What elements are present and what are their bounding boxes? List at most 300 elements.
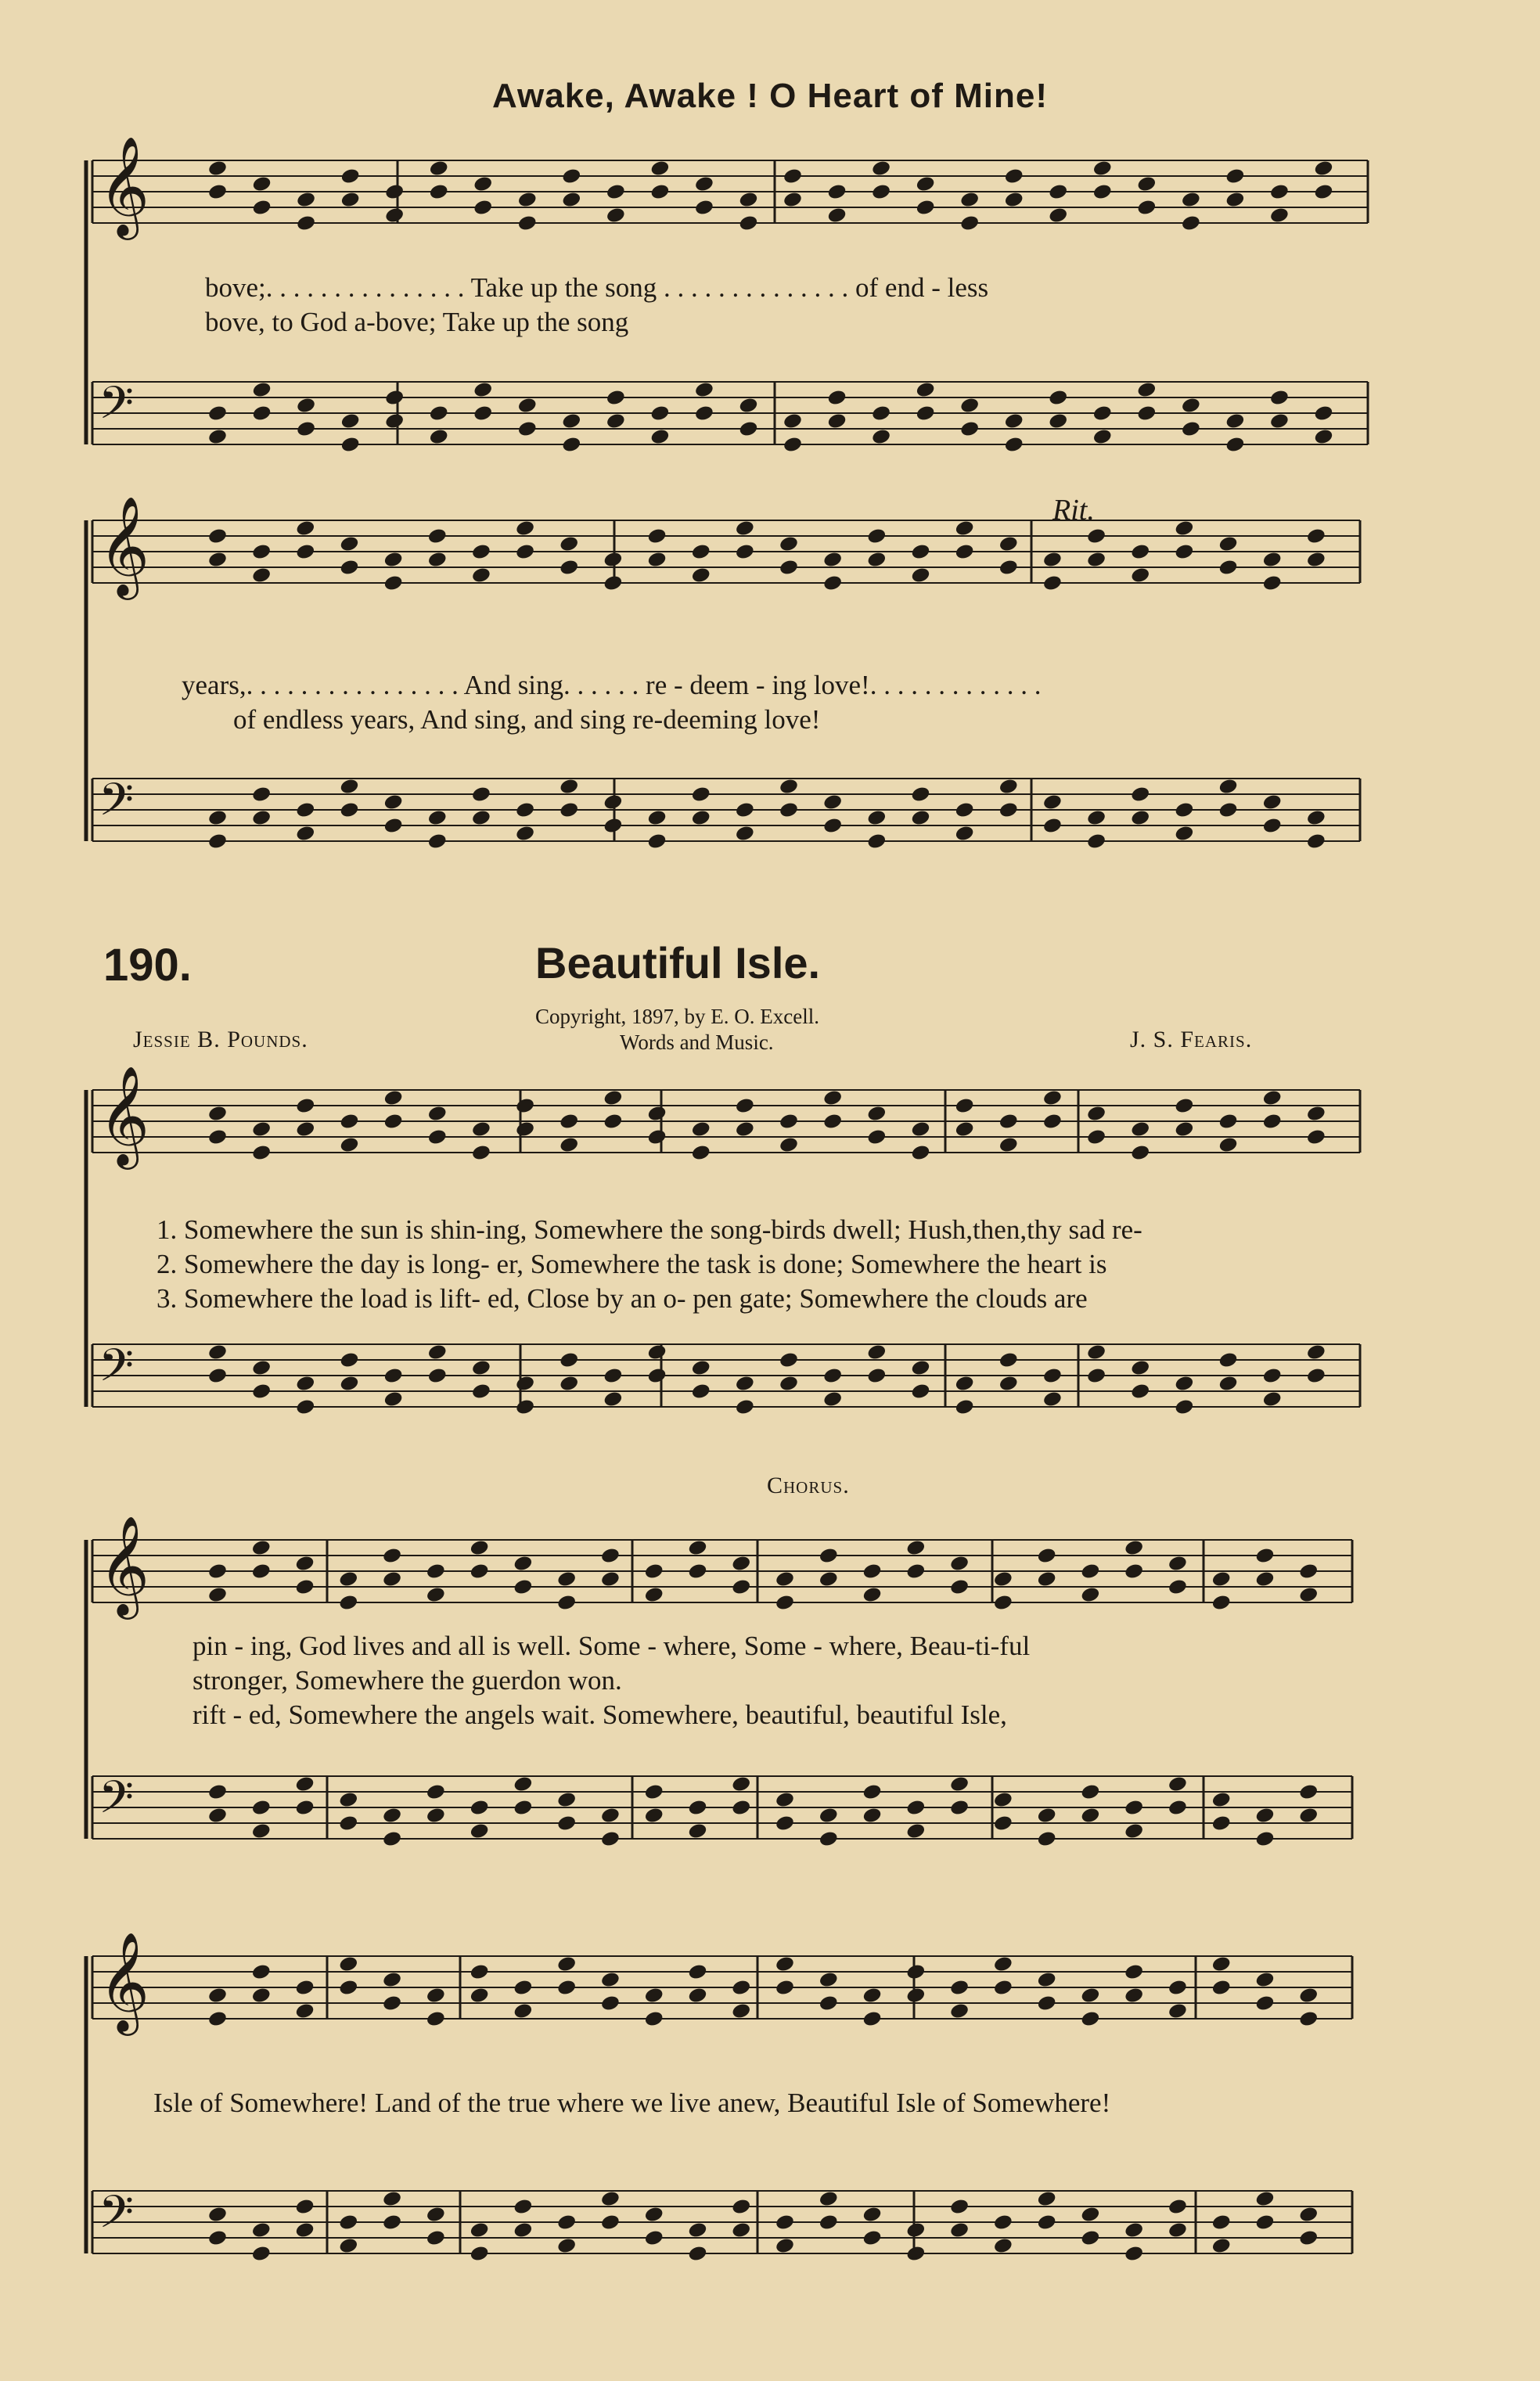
notehead (470, 2221, 490, 2239)
notehead (998, 778, 1019, 796)
hymn-number: 190. (103, 940, 192, 991)
notehead (819, 2190, 839, 2208)
notehead (866, 833, 887, 851)
notehead (783, 167, 803, 185)
notehead (866, 527, 887, 545)
notehead (1080, 2229, 1100, 2247)
notehead (600, 1830, 621, 1848)
notehead (738, 191, 758, 209)
notehead (384, 412, 405, 430)
notehead (862, 1783, 882, 1801)
notehead (955, 1097, 975, 1115)
notehead (1092, 183, 1113, 201)
notehead (910, 1120, 930, 1138)
notehead (955, 801, 975, 819)
notehead (1174, 543, 1194, 561)
notehead (1168, 2198, 1188, 2216)
notehead (775, 1979, 795, 1997)
notehead (427, 1343, 448, 1361)
notehead (384, 207, 405, 225)
notehead (295, 1398, 315, 1416)
notehead (207, 428, 228, 446)
notehead (1042, 1390, 1063, 1408)
notehead (339, 535, 359, 553)
notehead (735, 1120, 755, 1138)
notehead (251, 1359, 272, 1377)
notehead (959, 214, 980, 232)
notehead (339, 1136, 359, 1154)
notehead (775, 1955, 795, 1973)
notehead (251, 405, 272, 423)
treble-clef-icon: 𝄞 (99, 1515, 150, 1615)
notehead (559, 778, 579, 796)
notehead (993, 1815, 1013, 1833)
notehead (819, 1971, 839, 1989)
notehead (1004, 412, 1024, 430)
lyric-top-s1-line2: bove, to God a-bove; Take up the song (205, 307, 629, 337)
notehead (735, 825, 755, 843)
notehead (606, 389, 626, 407)
notehead (1218, 801, 1238, 819)
notehead (993, 1979, 1013, 1997)
notehead (694, 199, 714, 217)
notehead (470, 1799, 490, 1817)
notehead (251, 381, 272, 399)
notehead (731, 2002, 751, 2020)
notehead (998, 1136, 1019, 1154)
notehead (910, 809, 930, 827)
notehead (1136, 175, 1157, 193)
notehead (871, 183, 891, 201)
notehead (207, 1128, 228, 1146)
author-credit: Jessie B. Pounds. (133, 1027, 308, 1052)
notehead (294, 1578, 315, 1596)
notehead (556, 1955, 577, 1973)
notehead (1136, 199, 1157, 217)
notehead (1042, 551, 1063, 569)
notehead (1037, 2214, 1057, 2232)
notehead (1174, 825, 1194, 843)
notehead (251, 2245, 272, 2263)
notehead (559, 1136, 579, 1154)
treble-clef-icon: 𝄞 (99, 1065, 150, 1165)
notehead (949, 1775, 970, 1793)
notehead (294, 2221, 315, 2239)
notehead (993, 1791, 1013, 1809)
notehead (1037, 1971, 1057, 1989)
notehead (556, 1815, 577, 1833)
notehead (1037, 1807, 1057, 1825)
notehead (383, 1367, 404, 1385)
notehead (296, 214, 316, 232)
notehead (1298, 2206, 1319, 2224)
notehead (993, 2237, 1013, 2255)
notehead (687, 1987, 707, 2005)
notehead (731, 1979, 751, 1997)
notehead (949, 2198, 970, 2216)
notehead (1086, 551, 1106, 569)
notehead (429, 160, 449, 178)
notehead (513, 1555, 533, 1573)
notehead (1174, 520, 1194, 538)
notehead (515, 1398, 535, 1416)
notehead (1080, 1807, 1100, 1825)
notehead (1254, 1570, 1275, 1588)
notehead (429, 405, 449, 423)
notehead (910, 1144, 930, 1162)
notehead (1130, 543, 1150, 561)
notehead (427, 833, 448, 851)
notehead (738, 397, 758, 415)
notehead (949, 2221, 970, 2239)
notehead (644, 1987, 664, 2005)
notehead (1298, 2010, 1319, 2028)
notehead (775, 2214, 795, 2232)
notehead (1211, 1570, 1232, 1588)
notehead (471, 1144, 491, 1162)
notehead (339, 778, 359, 796)
notehead (295, 1097, 315, 1115)
notehead (687, 1963, 707, 1981)
notehead (561, 191, 581, 209)
notehead (1298, 1807, 1319, 1825)
notehead (384, 389, 405, 407)
notehead (426, 1987, 446, 2005)
notehead (955, 1398, 975, 1416)
notehead (779, 778, 799, 796)
notehead (694, 175, 714, 193)
notehead (646, 1367, 667, 1385)
notehead (1225, 436, 1245, 454)
notehead (687, 2245, 707, 2263)
notehead (471, 1359, 491, 1377)
notehead (819, 2214, 839, 2232)
notehead (1136, 381, 1157, 399)
notehead (1211, 2237, 1232, 2255)
notehead (775, 1815, 795, 1833)
notehead (691, 543, 711, 561)
notehead (382, 1971, 402, 1989)
lyric-top-s2-line2: of endless years, And sing, and sing re-deeming love! (233, 704, 821, 735)
notehead (738, 420, 758, 438)
lyric-top-s2-line1: years,. . . . . . . . . . . . . . . . And sing. . . . . . re - deem - ing love!. . . . . . . . . . . . . (182, 670, 1042, 700)
notehead (340, 191, 361, 209)
continuation-line-2: stronger, Somewhere the guerdon won. (192, 1665, 622, 1696)
notehead (296, 397, 316, 415)
notehead (779, 1351, 799, 1369)
notehead (779, 559, 799, 577)
notehead (513, 1979, 533, 1997)
notehead (470, 1539, 490, 1557)
notehead (338, 2237, 358, 2255)
notehead (600, 1570, 621, 1588)
notehead (1211, 1955, 1232, 1973)
notehead (603, 1113, 623, 1131)
notehead (1042, 793, 1063, 811)
notehead (207, 405, 228, 423)
notehead (731, 1799, 751, 1817)
notehead (603, 551, 623, 569)
notehead (1306, 1343, 1326, 1361)
notehead (646, 1343, 667, 1361)
verse-3: 3. Somewhere the load is lift- ed, Close by an o- pen gate; Somewhere the clouds are (157, 1283, 1088, 1314)
notehead (998, 1351, 1019, 1369)
notehead (251, 786, 272, 804)
notehead (1262, 1089, 1283, 1107)
notehead (294, 1555, 315, 1573)
notehead (383, 817, 404, 835)
notehead (1262, 574, 1283, 592)
notehead (1168, 1799, 1188, 1817)
notehead (1037, 1570, 1057, 1588)
notehead (207, 183, 228, 201)
notehead (251, 543, 272, 561)
notehead (382, 2214, 402, 2232)
notehead (383, 551, 404, 569)
notehead (426, 2229, 446, 2247)
notehead (959, 191, 980, 209)
notehead (603, 1367, 623, 1385)
notehead (470, 1563, 490, 1581)
notehead (783, 436, 803, 454)
notehead (296, 191, 316, 209)
notehead (470, 1822, 490, 1840)
notehead (1211, 1791, 1232, 1809)
notehead (1174, 801, 1194, 819)
notehead (207, 160, 228, 178)
notehead (959, 397, 980, 415)
notehead (603, 1089, 623, 1107)
notehead (251, 1563, 272, 1581)
notehead (866, 1128, 887, 1146)
notehead (426, 1563, 446, 1581)
notehead (1174, 1120, 1194, 1138)
notehead (910, 1359, 930, 1377)
notehead (646, 527, 667, 545)
notehead (819, 1994, 839, 2012)
notehead (644, 2010, 664, 2028)
notehead (1086, 1128, 1106, 1146)
notehead (905, 1822, 926, 1840)
notehead (600, 1547, 621, 1565)
notehead (862, 1586, 882, 1604)
notehead (649, 405, 670, 423)
notehead (779, 801, 799, 819)
notehead (775, 2237, 795, 2255)
notehead (515, 543, 535, 561)
notehead (694, 381, 714, 399)
notehead (473, 175, 493, 193)
notehead (606, 412, 626, 430)
notehead (959, 420, 980, 438)
notehead (1168, 2002, 1188, 2020)
notehead (916, 405, 936, 423)
notehead (644, 2229, 664, 2247)
notehead (955, 825, 975, 843)
notehead (687, 2221, 707, 2239)
notehead (649, 160, 670, 178)
notehead (513, 1799, 533, 1817)
notehead (251, 1799, 272, 1817)
notehead (862, 2206, 882, 2224)
notehead (735, 1398, 755, 1416)
notehead (382, 1830, 402, 1848)
notehead (1218, 559, 1238, 577)
notehead (1124, 1799, 1144, 1817)
notehead (517, 397, 538, 415)
notehead (382, 1570, 402, 1588)
notehead (600, 1994, 621, 2012)
notehead (1174, 1097, 1194, 1115)
notehead (822, 1113, 843, 1131)
notehead (556, 2214, 577, 2232)
notehead (775, 1570, 795, 1588)
notehead (1092, 405, 1113, 423)
notehead (517, 191, 538, 209)
notehead (1269, 183, 1290, 201)
notehead (779, 1375, 799, 1393)
notehead (735, 801, 755, 819)
notehead (207, 2206, 228, 2224)
notehead (517, 420, 538, 438)
notehead (691, 1383, 711, 1401)
chorus-final-line: Isle of Somewhere! Land of the true where we live anew, Beautiful Isle of Somewhere! (153, 2088, 1111, 2118)
notehead (1262, 1367, 1283, 1385)
notehead (826, 412, 847, 430)
notehead (871, 405, 891, 423)
notehead (1306, 809, 1326, 827)
notehead (1086, 809, 1106, 827)
notehead (1262, 551, 1283, 569)
notehead (295, 1375, 315, 1393)
notehead (1080, 1987, 1100, 2005)
notehead (1124, 1822, 1144, 1840)
notehead (383, 1113, 404, 1131)
notehead (603, 793, 623, 811)
notehead (207, 1807, 228, 1825)
notehead (1254, 2214, 1275, 2232)
notehead (822, 1367, 843, 1385)
notehead (644, 1807, 664, 1825)
notehead (687, 1563, 707, 1581)
notehead (735, 1097, 755, 1115)
notehead (1269, 207, 1290, 225)
notehead (1306, 1367, 1326, 1385)
notehead (471, 543, 491, 561)
notehead (1130, 1120, 1150, 1138)
notehead (1042, 1367, 1063, 1385)
notehead (738, 214, 758, 232)
notehead (998, 559, 1019, 577)
notehead (1306, 527, 1326, 545)
notehead (862, 1807, 882, 1825)
notehead (515, 801, 535, 819)
notehead (296, 420, 316, 438)
notehead (783, 412, 803, 430)
notehead (515, 1375, 535, 1393)
notehead (251, 566, 272, 584)
notehead (251, 1383, 272, 1401)
notehead (603, 1390, 623, 1408)
notehead (340, 436, 361, 454)
notehead (866, 1105, 887, 1123)
notehead (427, 551, 448, 569)
notehead (561, 412, 581, 430)
notehead (471, 786, 491, 804)
notehead (694, 405, 714, 423)
notehead (294, 2002, 315, 2020)
notehead (1080, 1586, 1100, 1604)
notehead (1181, 420, 1201, 438)
notehead (338, 1815, 358, 1833)
notehead (251, 1120, 272, 1138)
notehead (556, 1791, 577, 1809)
notehead (1269, 412, 1290, 430)
notehead (866, 1367, 887, 1385)
notehead (993, 2214, 1013, 2232)
notehead (1037, 1830, 1057, 1848)
notehead (1218, 1136, 1238, 1154)
notehead (775, 1791, 795, 1809)
notehead (251, 1987, 272, 2005)
notehead (822, 1089, 843, 1107)
bass-clef-icon: 𝄢 (99, 1339, 135, 1403)
bass-clef-icon: 𝄢 (99, 773, 135, 837)
notehead (426, 1783, 446, 1801)
notehead (1298, 1563, 1319, 1581)
notehead (822, 1390, 843, 1408)
notehead (1225, 191, 1245, 209)
notehead (646, 833, 667, 851)
notehead (295, 543, 315, 561)
notehead (1298, 1783, 1319, 1801)
notehead (731, 2221, 751, 2239)
notehead (1004, 436, 1024, 454)
notehead (294, 1979, 315, 1997)
notehead (910, 566, 930, 584)
notehead (1313, 405, 1333, 423)
notehead (1306, 1105, 1326, 1123)
bass-clef-icon: 𝄢 (99, 1771, 135, 1835)
notehead (429, 428, 449, 446)
notehead (1262, 793, 1283, 811)
notehead (1130, 809, 1150, 827)
notehead (1037, 2190, 1057, 2208)
notehead (1086, 1105, 1106, 1123)
notehead (294, 1799, 315, 1817)
notehead (646, 809, 667, 827)
notehead (649, 428, 670, 446)
notehead (1298, 2229, 1319, 2247)
notehead (559, 1375, 579, 1393)
notehead (1136, 405, 1157, 423)
notehead (1254, 1830, 1275, 1848)
notehead (470, 1987, 490, 2005)
treble-clef-icon: 𝄞 (99, 135, 150, 236)
notehead (862, 1987, 882, 2005)
notehead (556, 1979, 577, 1997)
notehead (1218, 535, 1238, 553)
notehead (1181, 397, 1201, 415)
notehead (470, 1963, 490, 1981)
notehead (600, 2214, 621, 2232)
notehead (1004, 191, 1024, 209)
notehead (515, 1120, 535, 1138)
notehead (993, 1570, 1013, 1588)
notehead (207, 527, 228, 545)
notehead (556, 2237, 577, 2255)
notehead (338, 1594, 358, 1612)
